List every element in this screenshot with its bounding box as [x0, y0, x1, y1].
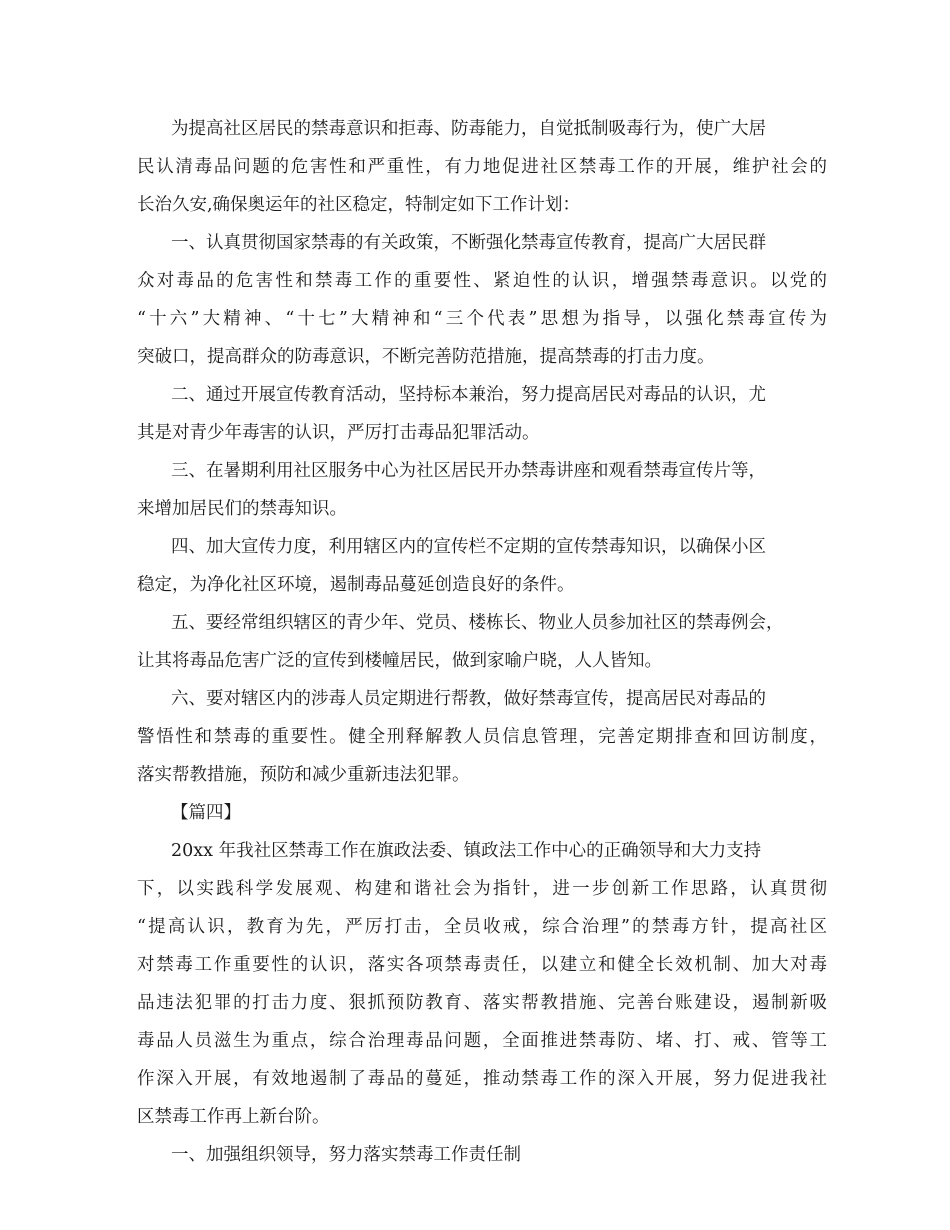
item-4-line-1: 四、加大宣传力度，利用辖区内的宣传栏不定期的宣传禁毒知识，以确保小区	[171, 537, 766, 557]
section-paragraph-line-1: 20xx 年我社区禁毒工作在旗政法委、镇政法工作中心的正确领导和大力支持	[171, 841, 762, 861]
item-3-line-1: 三、在暑期利用社区服务中心为社区居民开办禁毒讲座和观看禁毒宣传片等，	[171, 461, 766, 481]
item-5-line-2: 让其将毒品危害广泛的宣传到楼幢居民，做到家喻户晓，人人皆知。	[137, 651, 662, 671]
item-6-line-3: 落实帮教措施，预防和减少重新违法犯罪。	[137, 765, 470, 785]
item-2-line-2: 其是对青少年毒害的认识，严厉打击毒品犯罪活动。	[137, 423, 540, 443]
section-paragraph-line-3: “提高认识，教育为先，严厉打击，全员收戒，综合治理”的禁毒方针，提高社区	[137, 917, 827, 937]
item-6-line-1: 六、要对辖区内的涉毒人员定期进行帮教，做好禁毒宣传，提高居民对毒品的	[171, 689, 766, 709]
item-6-line-2: 警悟性和禁毒的重要性。健全刑释解教人员信息管理，完善定期排查和回访制度，	[137, 727, 827, 747]
subsection-heading: 一、加强组织领导，努力落实禁毒工作责任制	[171, 1145, 521, 1165]
section-paragraph-line-4: 对禁毒工作重要性的认识，落实各项禁毒责任，以建立和健全长效机制、加大对毒	[137, 955, 827, 975]
section-paragraph-line-6: 毒品人员滋生为重点，综合治理毒品问题，全面推进禁毒防、堵、打、戒、管等工	[137, 1031, 827, 1051]
item-5-line-1: 五、要经常组织辖区的青少年、党员、楼栋长、物业人员参加社区的禁毒例会，	[171, 613, 784, 633]
paragraph-intro-line-3: 长治久安,确保奥运年的社区稳定，特制定如下工作计划：	[137, 195, 581, 215]
item-2-line-1: 二、通过开展宣传教育活动，坚持标本兼治，努力提高居民对毒品的认识，尤	[171, 385, 766, 405]
section-heading: 【篇四】	[171, 803, 241, 823]
item-1-line-1: 一、认真贯彻国家禁毒的有关政策，不断强化禁毒宣传教育，提高广大居民群	[171, 233, 766, 253]
item-3-line-2: 来增加居民们的禁毒知识。	[137, 499, 347, 519]
item-1-line-3: “十六”大精神、“十七”大精神和“三个代表”思想为指导，以强化禁毒宣传为	[137, 309, 827, 329]
item-1-line-2: 众对毒品的危害性和禁毒工作的重要性、紧迫性的认识，增强禁毒意识。以党的	[137, 271, 827, 291]
section-paragraph-line-7: 作深入开展，有效地遏制了毒品的蔓延，推动禁毒工作的深入开展，努力促进我社	[137, 1069, 827, 1089]
paragraph-intro-line-1: 为提高社区居民的禁毒意识和拒毒、防毒能力，自觉抵制吸毒行为，使广大居	[171, 119, 766, 139]
section-paragraph-line-2: 下，以实践科学发展观、构建和谐社会为指针，进一步创新工作思路，认真贯彻	[137, 879, 827, 899]
section-paragraph-line-8: 区禁毒工作再上新台阶。	[137, 1107, 330, 1127]
section-paragraph-line-5: 品违法犯罪的打击力度、狠抓预防教育、落实帮教措施、完善台账建设，遏制新吸	[137, 993, 827, 1013]
paragraph-intro-line-2: 民认清毒品问题的危害性和严重性，有力地促进社区禁毒工作的开展，维护社会的	[137, 157, 827, 177]
item-4-line-2: 稳定，为净化社区环境，遏制毒品蔓延创造良好的条件。	[137, 575, 575, 595]
item-1-line-4: 突破口，提高群众的防毒意识，不断完善防范措施，提高禁毒的打击力度。	[137, 347, 715, 367]
